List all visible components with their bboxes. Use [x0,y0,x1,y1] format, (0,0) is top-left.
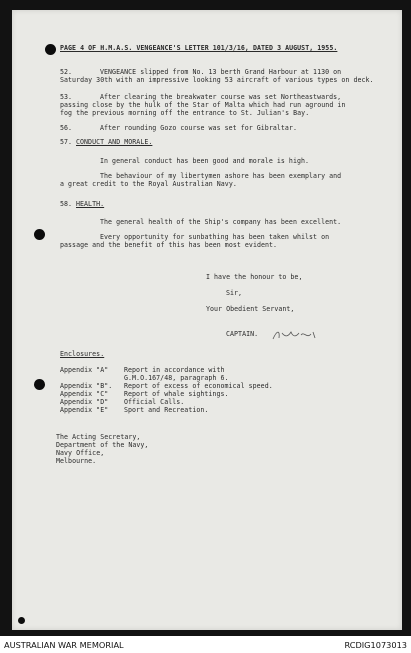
para-line: Every opportunity for sunbathing has been taken whilst on [100,233,330,241]
para-line: passing close by the hulk of the Star of Malta which had run aground in [60,101,346,109]
appendix-text: Sport and Recreation. [124,406,209,414]
para-line: VENGEANCE slipped from No. 13 berth Grand Harbour at 1130 on [100,68,342,76]
punch-hole [18,617,25,624]
para-line: passage and the benefit of this has been most evident. [60,241,278,249]
punch-hole [45,44,56,55]
address-line: The Acting Secretary, [56,433,141,441]
closing-line: Sir, [226,289,243,297]
punch-hole [34,229,45,240]
para-line: The general health of the Ship's company has been excellent. [100,218,342,226]
appendix-label: Appendix "D" [60,398,109,406]
para-line: Saturday 30th with an impressive looking 53 aircraft of various types on deck. [60,76,374,84]
para-line: The behaviour of my libertymen ashore has been exemplary and [100,172,342,180]
para-line: After clearing the breakwater course was set Northeastwards, [100,93,342,101]
address-line: Department of the Navy, [56,441,149,449]
appendix-text: Report of whale sightings. [124,390,229,398]
para-line: After rounding Gozo course was set for Gibraltar. [100,124,297,132]
closing-line: I have the honour to be, [206,273,303,281]
section-heading: HEALTH. [76,200,105,208]
appendix-label: Appendix "A" [60,366,109,374]
rank-label: CAPTAIN. [226,330,259,338]
para-number: 52. [60,68,73,76]
appendix-label: Appendix "C" [60,390,109,398]
footer-id: RCDIG1073013 [344,640,407,650]
appendix-label: Appendix "B". [60,382,113,390]
appendix-text: G.M.O.167/48, paragraph 6. [124,374,229,382]
document-page [12,10,402,630]
punch-hole [34,379,45,390]
para-number: 58. [60,200,73,208]
para-line: In general conduct has been good and morale is high. [100,157,310,165]
appendix-text: Report in accordance with [124,366,225,374]
appendix-label: Appendix "E" [60,406,109,414]
para-line: a great credit to the Royal Australian Navy. [60,180,237,188]
para-number: 53. [60,93,73,101]
address-line: Melbourne. [56,457,97,465]
signature [269,328,319,342]
appendix-text: Official Calls. [124,398,185,406]
closing-line: Your Obedient Servant, [206,305,295,313]
footer-bar [0,636,411,653]
para-line: fog the previous morning off the entrance to St. Julian's Bay. [60,109,310,117]
enclosures-heading: Enclosures. [60,350,105,358]
para-number: 56. [60,124,73,132]
page-header: PAGE 4 OF H.M.A.S. VENGEANCE'S LETTER 101/3/16, DATED 3 AUGUST, 1955. [60,44,338,52]
section-heading: CONDUCT AND MORALE. [76,138,153,146]
footer-source: AUSTRALIAN WAR MEMORIAL [4,640,124,650]
address-line: Navy Office, [56,449,105,457]
para-number: 57. [60,138,73,146]
appendix-text: Report of excess of economical speed. [124,382,273,390]
